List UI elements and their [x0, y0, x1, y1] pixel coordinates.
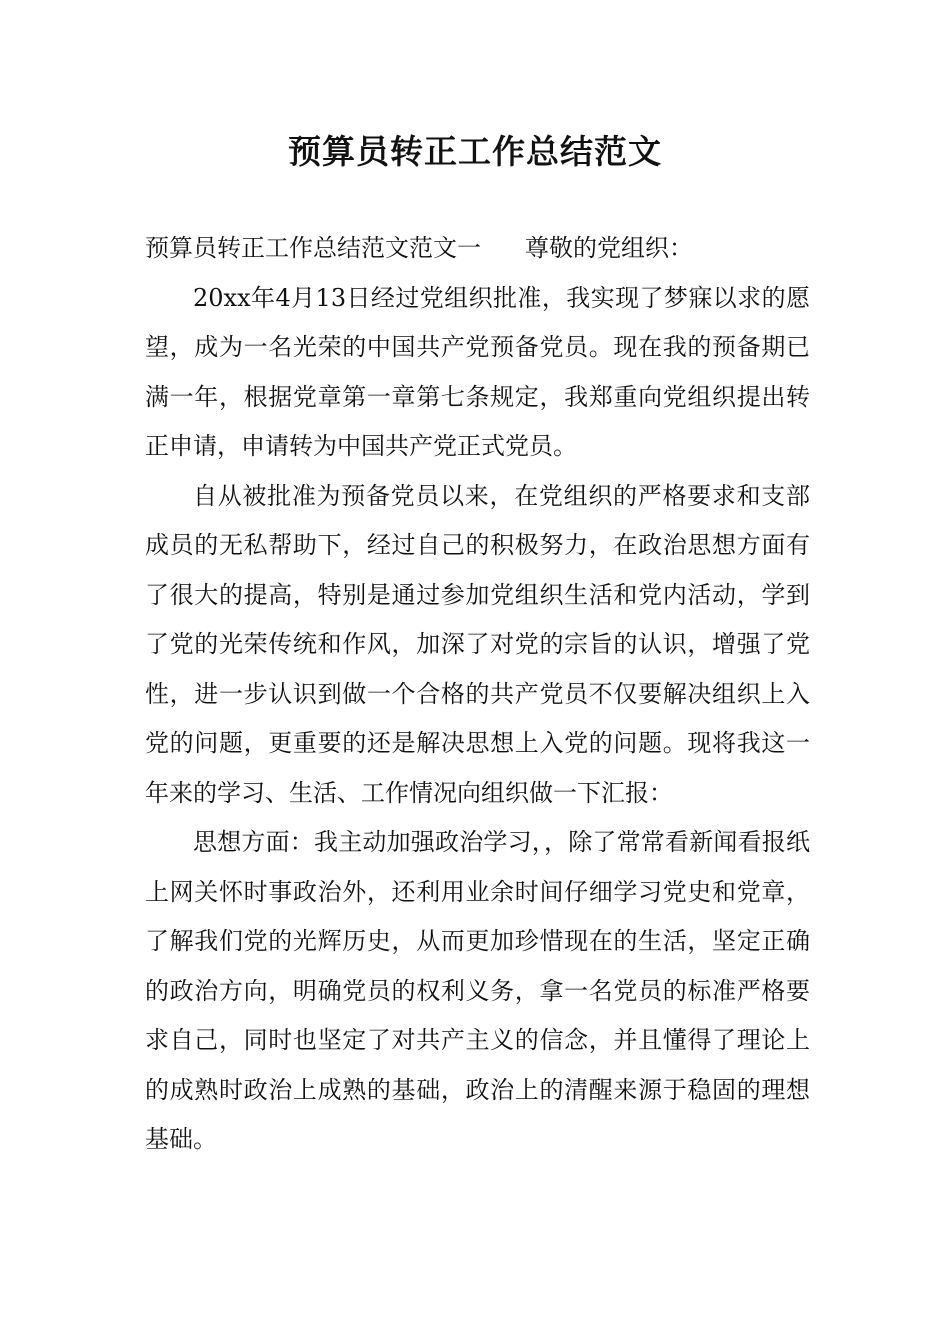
paragraph-1: 20xx年4月13日经过党组织批准，我实现了梦寐以求的愿望，成为一名光荣的中国共产党预备党员。现在我的预备期已满一年，根据党章第一章第七条规定，我郑重向党组织提出转正申请，申请转为中国共产党正式党员。 [145, 283, 810, 460]
paragraph-3: 思想方面：我主动加强政治学习，，除了常常看新闻看报纸上网关怀时事政治外，还利用业余时间仔细学习党史和党章，了解我们党的光辉历史，从而更加珍惜现在的生活，坚定正确的政治方向，明确党员的权利义务，拿一名党员的标准严格要求自己，同时也坚定了对共产主义的信念，并且懂得了理论上的成熟时政治上成熟的基础，政治上的清醒来源于稳固的理想基础。 [145, 828, 810, 1153]
paragraph-2: 自从被批准为预备党员以来，在党组织的严格要求和支部成员的无私帮助下，经过自己的积极努力，在政治思想方面有了很大的提高，特别是通过参加党组织生活和党内活动，学到了党的光荣传统和作风，加深了对党的宗旨的认识，增强了党性，进一步认识到做一个合格的共产党员不仅要解决组织上入党的问题，更重要的还是解决思想上入党的问题。现将我这一年来的学习、生活、工作情况向组织做一下汇报： [145, 481, 810, 807]
document-body [145, 224, 810, 1165]
section-heading: 预算员转正工作总结范文范文一 [145, 234, 481, 262]
intro-line [145, 224, 810, 274]
document-title: 预算员转正工作总结范文 [288, 132, 662, 171]
salutation: 尊敬的党组织： [525, 234, 693, 262]
